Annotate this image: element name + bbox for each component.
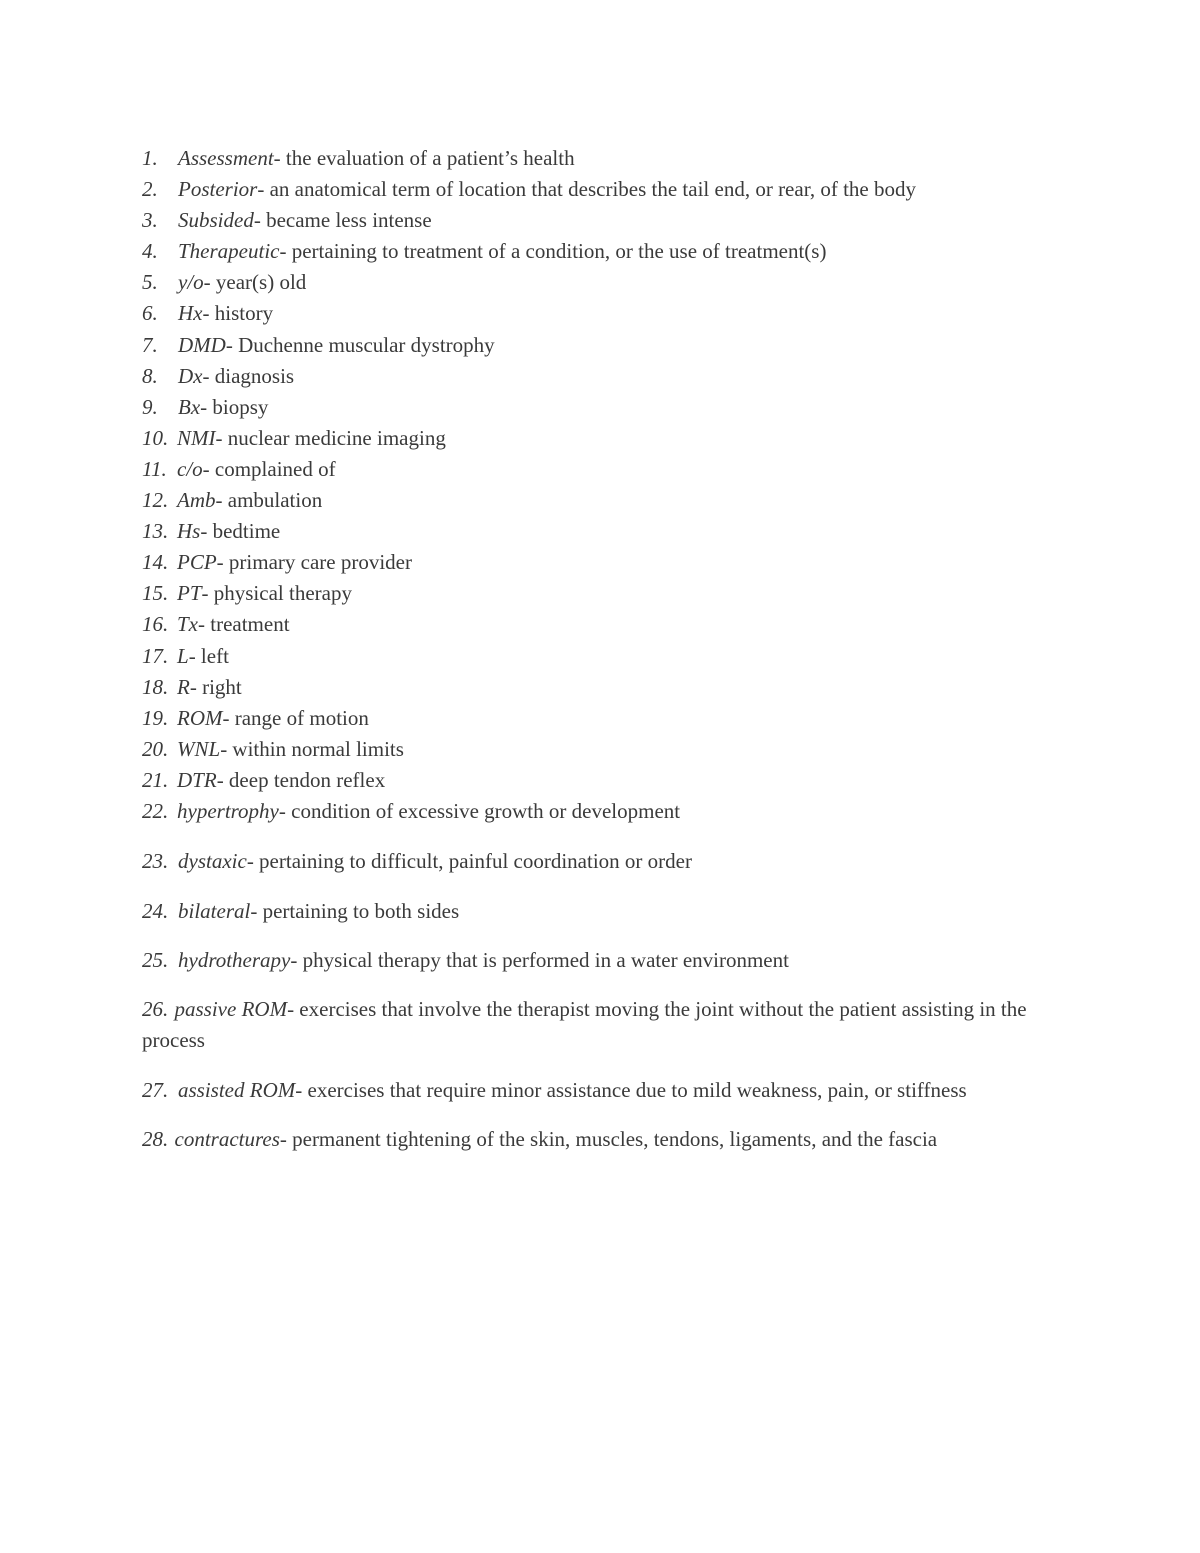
list-item [142,796,1062,827]
item-definition: - range of motion [222,705,369,730]
item-term: y/o [178,270,204,295]
item-term: Dx [178,363,203,388]
item-number: 14. [142,550,169,575]
item-term: Hx [178,301,203,326]
item-definition: - deep tendon reflex [216,767,386,792]
item-number: 23. [142,849,169,874]
item-definition: - pertaining to treatment of a condition, or the use of treatment(s) [279,239,827,264]
list-item [142,423,1062,454]
item-definition: - condition of excessive growth or development [278,798,681,823]
item-term: c/o [177,456,203,481]
item-number: 17. [142,643,169,668]
item-term: Bx [178,394,201,419]
list-item [142,734,1062,765]
item-term: Posterior [178,177,258,202]
list-item [142,896,1062,927]
item-definition: - an anatomical term of location that describes the tail end, or rear, of the body [257,177,917,202]
item-number: 21. [142,767,169,792]
item-term: hypertrophy [177,798,279,823]
list-item [142,267,1062,298]
list-item [142,143,1062,174]
item-number: 28. [142,1126,169,1151]
item-number: 7. [142,332,158,357]
item-term: hydrotherapy [178,948,291,973]
item-number: 19. [142,705,169,730]
list-item [142,236,1062,267]
item-definition: - pertaining to both sides [250,899,460,924]
item-number: 20. [142,736,169,761]
item-number: 5. [142,270,158,295]
list-item [142,361,1062,392]
item-number: 10. [142,425,169,450]
item-definition: - history [202,301,274,326]
item-number: 3. [142,208,158,233]
item-number: 18. [142,674,169,699]
item-term: NMI [177,425,216,450]
list-item [142,298,1062,329]
item-term: PT [177,581,202,606]
item-term: L [177,643,189,668]
glossary-list [142,143,1062,1155]
item-number: 15. [142,581,169,606]
list-item [142,578,1062,609]
item-definition: - left [188,643,229,668]
item-term: bilateral [178,899,251,924]
item-definition: - permanent tightening of the skin, muscles, tendons, ligaments, and the fascia [279,1126,938,1151]
item-term: Assessment [178,146,274,170]
item-number: 22. [142,798,169,823]
item-term: dystaxic [178,849,247,874]
item-definition: - ambulation [215,488,323,513]
item-definition: - treatment [198,612,290,637]
item-number: 11. [142,456,167,481]
item-definition: - right [189,674,242,699]
item-definition: - the evaluation of a patient’s health [273,146,575,170]
item-definition: - exercises that involve the therapist moving the joint without the patient assisting in the process [142,997,1027,1053]
item-number: 27. [142,1077,169,1102]
item-term: passive ROM [174,997,288,1022]
list-item [142,945,1062,976]
list-item [142,330,1062,361]
item-number: 6. [142,301,158,326]
item-term: DMD [178,332,226,357]
list-item [142,205,1062,236]
item-number: 26. [142,997,169,1022]
item-definition: - primary care provider [216,550,412,575]
item-number: 9. [142,394,158,419]
list-item [142,174,1062,205]
list-item [142,485,1062,516]
item-term: WNL [177,736,221,761]
item-term: contractures [174,1126,280,1151]
item-term: ROM [177,705,223,730]
item-term: PCP [177,550,217,575]
item-definition: - pertaining to difficult, painful coordination or order [246,849,692,874]
list-item [142,516,1062,547]
item-definition: - became less intense [253,208,432,233]
item-definition: - biopsy [200,394,269,419]
list-item [142,672,1062,703]
list-item [142,765,1062,796]
list-item [142,994,1062,1056]
item-term: DTR [177,767,217,792]
list-item [142,392,1062,423]
item-definition: - year(s) old [203,270,307,295]
item-number: 24. [142,899,169,924]
item-number: 16. [142,612,169,637]
item-term: assisted ROM [178,1077,296,1102]
list-item [142,547,1062,578]
list-item [142,454,1062,485]
item-definition: - Duchenne muscular dystrophy [225,332,495,357]
item-definition: - diagnosis [202,363,295,388]
list-item [142,641,1062,672]
list-item [142,846,1062,877]
list-item [142,1075,1062,1106]
item-number: 13. [142,519,169,544]
item-definition: - physical therapy [201,581,352,606]
list-item [142,609,1062,640]
item-number: 2. [142,177,158,202]
item-number: 12. [142,488,169,513]
item-definition: - within normal limits [220,736,404,761]
item-term: Tx [177,612,198,637]
item-definition: - bedtime [200,519,281,544]
item-number: 25. [142,948,169,973]
item-number: 4. [142,239,158,264]
item-term: Amb [177,488,216,513]
item-number: 8. [142,363,158,388]
item-definition: - exercises that require minor assistance due to mild weakness, pain, or stiffness [295,1077,967,1102]
item-definition: - physical therapy that is performed in a water environment [290,948,789,973]
item-number: 1. [142,146,158,170]
list-item [142,703,1062,734]
item-term: Therapeutic [178,239,280,264]
item-term: Hs [177,519,201,544]
item-definition: - nuclear medicine imaging [215,425,446,450]
item-term: Subsided [178,208,254,233]
list-item [142,1124,1062,1155]
item-definition: - complained of [202,456,336,481]
item-term: R [177,674,190,699]
